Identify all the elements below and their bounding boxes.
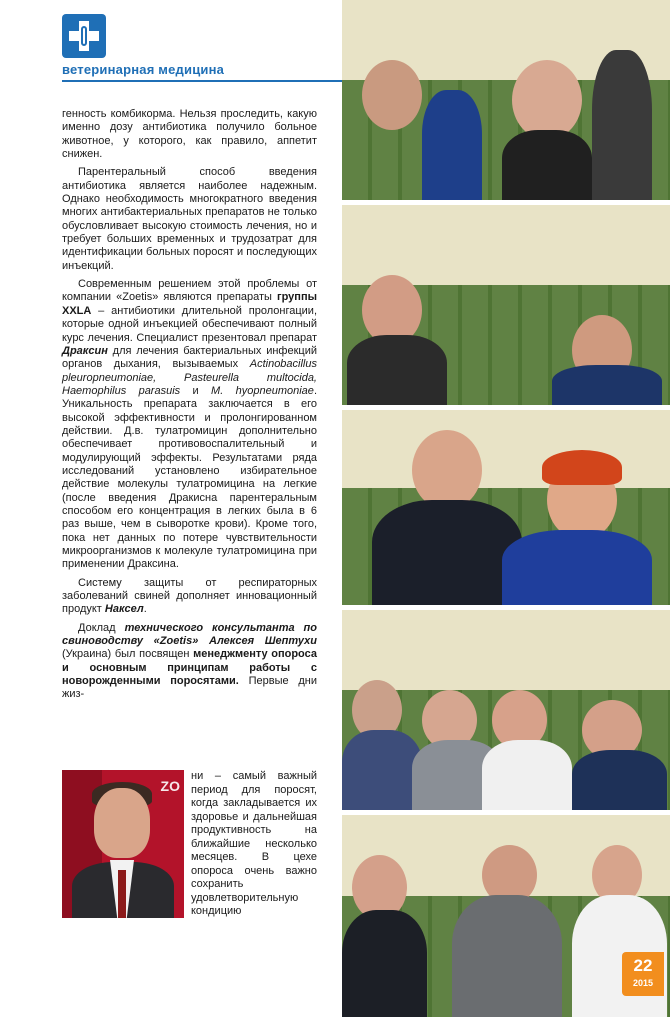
section-title: ветеринарная медицина (62, 62, 225, 77)
p3-text-c: – антибиотики длительной пролонгации, которые одной инъекцией обеспечивают полный курс лечения. Специалист презентовал препарат (62, 304, 317, 344)
p5-text-e: Первые дни жиз- (62, 675, 317, 701)
paragraph-5-continued: ни – самый важный период для поросят, когда закладывается их здоровье и дальнейшая продуктивность на ближайшие несколько месяцев. В цехе опороса очень важно сохранить удовлетворительную кондицию (191, 770, 317, 917)
audience-photo-1 (342, 0, 670, 200)
page-number-badge (622, 952, 664, 996)
portrait-brand-text: ZO (160, 778, 180, 794)
p5-text-a: Доклад (78, 621, 125, 634)
p3-text-g: и (180, 384, 212, 397)
p4-text-c: . (143, 603, 147, 616)
audience-photo-4 (342, 610, 670, 810)
p3-text-i: . Уникальность препарата заключается в его высокой эффективности и пролонгированном действии. Д.в. тулатромицин дополнительно обеспечивает противовоспалительный и модулирующий эффекты. Результатами ряда исследований установлено избирательное действие молекулы тулатромицина на легкие (после введения Дракисна парентеральным способом его концентрация в легких была в 6 раз выше, чем в сыворотке крови). Кроме того, пока нет данных по потере чувствительности микроорганизмов к молекуле тулатромицина при применении Дракcина. (62, 384, 317, 571)
page-number: 22 (633, 956, 653, 975)
paragraph-5 (62, 622, 317, 702)
audience-photo-2 (342, 205, 670, 405)
p4-text-a: Систему защиты от респираторных заболеваний свиней дополняет инновационный продукт (62, 576, 317, 616)
p4-product-naxcel: Наксел (104, 603, 144, 616)
paragraph-4 (62, 577, 317, 617)
logo-icon (62, 14, 106, 58)
p3-text-e: для лечения бактериальных инфекций органов дыхания, вызываемых (62, 344, 317, 371)
audience-photo-3 (342, 410, 670, 605)
article-text-column (62, 108, 317, 702)
p3-text-a: Современным решением этой проблемы от компании «Zoetis» являются препараты (62, 278, 317, 304)
issue-year: 2015 (632, 978, 654, 988)
p5-speaker: технического консультанта по свиноводству «Zoetis» Алексея Шептухи (62, 621, 317, 648)
p3-bold-xxla: группы XXLA (62, 291, 317, 317)
photo-column (342, 0, 670, 1017)
p3-pathogen-m-hyo: M. hyopneumoniae (211, 384, 314, 397)
audience-photo-5 (342, 815, 670, 1017)
p3-product-draxxin: Дракcин (62, 344, 108, 357)
speaker-portrait (62, 770, 184, 918)
p5-topic: менеджменту опороса и основным принципам работы с новорожденными поросятами. (62, 648, 318, 688)
paragraph-1: генность комбикорма. Нельзя проследить, какую именно дозу антибиотика получило больное животное, у которого, как правило, аппетит снижен. (62, 108, 317, 161)
paragraph-3 (62, 278, 317, 572)
paragraph-2: Парентеральный способ введения антибиотика является наиболее надежным. Однако необходимость многократного введения многих антибактериальных препаратов не только обусловливает высокую стоимость лечения, но и требует больших временных и трудозатрат для идентификации больных поросят и последующих инъекций. (62, 166, 317, 272)
p3-pathogens: Actinobacillus pleuropneumoniae, Pasteurella multocida, Haemophilus parasuis (62, 358, 317, 397)
header-divider (62, 80, 342, 82)
p5-text-c: (Украина) был посвящен (62, 648, 194, 661)
